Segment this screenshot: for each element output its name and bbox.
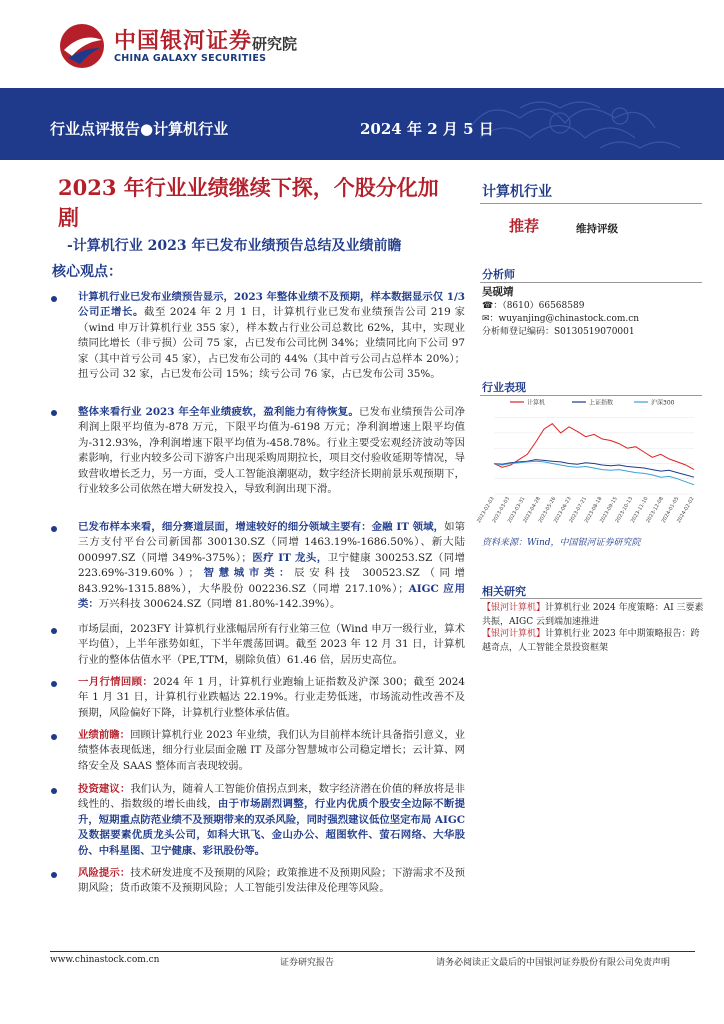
analyst-license: 分析师登记编码：S0130519070001 xyxy=(482,327,635,337)
bullet-body: 2024 年 1 月，计算机行业跑输上证指数及沪深 300；截至 2024 年 1 月 31 日，计算机行业跌幅达 22.19%。行业走势低迷，市场流动性改善不及预期，风险偏好下降，计算机行业整体承估值。 xyxy=(78,676,466,719)
related-heading: 相关研究 xyxy=(482,585,526,598)
report-date: 2024 年 2 月 5 日 xyxy=(360,120,494,138)
analyst-phone: ☎：（8610）66568589 xyxy=(482,301,585,311)
related-report-item[interactable] xyxy=(482,601,704,629)
x-tick-label: 2024-02-02 xyxy=(676,496,696,525)
divider xyxy=(480,203,702,204)
bullet-icon xyxy=(51,410,57,416)
x-tick-label: 2023-08-18 xyxy=(583,496,604,525)
bullet-tail: 由于市场剧烈调整，行业内优质个股安全边际不断提升，短期重点防范业绩不及预期带来的双杀风险，同时强烈建议低位坚定布局 AIGC 及数据要素优质龙头公司，如科大讯飞、金山办公、超图软件、萤石网络、大华股份、中科星图、卫宁健康、彩讯股份等。 xyxy=(78,798,466,857)
bullet-paragraph xyxy=(78,520,465,612)
x-tick-label: 2023-07-21 xyxy=(568,496,589,525)
bullet-body: 技术研发进度不及预期的风险；政策推进不及预期风险；下游需求不及预期风险；货币政策不及预期风险；人工智能引发法律及伦理等风险。 xyxy=(78,867,466,895)
bullet-paragraph xyxy=(78,405,465,497)
bullet-head: 智慧城市类： xyxy=(198,567,295,580)
brand-department: 研究院 xyxy=(252,35,298,53)
bullet-body: 回顾计算机行业 2023 年业绩，我们认为目前样本统计具备指引意义，业绩整体表现低迷，细分行业层面金融 IT 及部分智慧城市公司稳定增长；云计算、网络安全及 SAAS 整体而言表现较弱。 xyxy=(78,729,466,772)
x-tick-label: 2024-01-05 xyxy=(660,496,681,525)
chart-source: 资料来源：Wind，中国银河证券研究院 xyxy=(482,538,641,548)
bullet-body: 卫宁健康 300253.SZ（同增 223.69%-319.60%）； xyxy=(78,551,465,580)
related-text: 计算机行业 2023 年中期策略报告：跨越奇点，人工智能全景投资框架 xyxy=(482,629,700,653)
x-tick-label: 2023-12-08 xyxy=(645,496,665,525)
bullet-head: 投资建议： xyxy=(78,783,131,795)
rating-label: 推荐 xyxy=(509,217,540,235)
bullet-head: 一月行情回顾： xyxy=(78,676,154,688)
series-line xyxy=(494,461,694,485)
x-tick-label: 2023-04-28 xyxy=(522,496,542,525)
bullet-body: 市场层面，2023FY 计算机行业涨幅居所有行业第三位（Wind 申万一级行业，算术平均值），上半年涨势如虹，下半年震荡回调。截至 2023 年 12 月 31 日，计算机行业的整体估值水平（PE,TTM，剔除负值）61.46 倍，居历史高位。 xyxy=(78,623,465,666)
bullet-head: 整体来看行业 2023 年全年业绩疲软，盈利能力有待恢复。 xyxy=(78,406,359,418)
bullet-body: 截至 2024 年 2 月 1 日，计算机行业已发布业绩预告公司 219 家（wind 申万计算机行业 355 家），样本数占行业公司总数比 62%，其中，实现业绩同比增长（非亏损）公司 75 家，占已发布公司比例 34%；业绩同比向下公司 97 家（其中首亏公司 45 家），占已发布公司的 44%（其中首亏公司占总样本 20%）；扭亏公司 32 家，占已发布公司 15%；续亏公司 76 家，占已发布公司 35%。 xyxy=(78,306,465,381)
bullet-head: 医疗 IT 龙头， xyxy=(251,551,328,564)
bullet-body: 万兴科技 300624.SZ（同增 81.80%-142.39%）。 xyxy=(98,598,341,611)
bullet-paragraph xyxy=(78,622,465,668)
bullet-icon xyxy=(51,788,57,794)
bullet-icon xyxy=(51,628,57,634)
bullet-paragraph xyxy=(78,782,465,859)
core-heading: 核心观点： xyxy=(52,264,122,280)
bullet-body: 我们认为，随着人工智能价值拐点到来，数字经济潜在价值的释放将是非线性的、指数级的增长曲线， xyxy=(78,783,466,811)
bullet-icon xyxy=(51,872,57,878)
x-tick-label: 2023-10-13 xyxy=(614,496,635,525)
footer-divider xyxy=(50,951,695,952)
bullet-paragraph xyxy=(78,866,465,897)
bullet-paragraph xyxy=(78,675,465,721)
legend-label: 上证指数 xyxy=(589,399,614,407)
bullet-icon xyxy=(51,526,57,532)
brand-english-name: CHINA GALAXY SECURITIES xyxy=(114,53,267,64)
x-tick-label: 2023-09-15 xyxy=(599,496,619,525)
bullet-head: 风险提示： xyxy=(78,867,131,879)
footer-disclaimer: 请务必阅读正文最后的中国银河证券股份有限公司免责声明 xyxy=(436,958,671,968)
x-tick-label: 2023-03-31 xyxy=(506,496,527,525)
related-report-item[interactable] xyxy=(482,627,704,655)
bullet-icon xyxy=(51,734,57,740)
related-tag: 【银河计算机】 xyxy=(482,603,546,613)
bullet-paragraph xyxy=(78,728,465,774)
bullet-body: 已发布业绩预告公司净利润上限平均值为-878 万元，下限平均值为-6198 万元；净利润增速上限平均值为-312.93%，净利润增速下限平均值为-458.78%。行业主要受宏观经济波动等因素影响，行业内较多公司下游客户出现采购周期拉长，项目交付验收延期等情况，导致营收增长乏力，另一方面，受人工智能浪潮驱动，数字经济长期前景乐观预期下，行业较多公司依然在增大研发投入，导致利润出现下滑。 xyxy=(78,406,465,496)
x-tick-label: 2023-05-26 xyxy=(537,496,558,525)
x-tick-label: 2023-02-03 xyxy=(476,496,496,525)
analyst-heading: 分析师 xyxy=(482,268,515,281)
bullet-paragraph xyxy=(78,290,465,382)
bullet-body: 辰安科技 300523.SZ（同增 843.92%-1315.88%），大华股份 002236.SZ（同增 217.10%）； xyxy=(78,567,465,595)
rating-note: 维持评级 xyxy=(576,223,618,235)
performance-heading: 行业表现 xyxy=(482,381,526,394)
divider xyxy=(480,598,702,599)
galaxy-logo-icon xyxy=(58,22,106,70)
bullet-body: 如第三方支付平台公司新国都 300130.SZ（同增 1463.19%-1686.50%）、新大陆 000997.SZ（同增 349%-375%）； xyxy=(78,521,466,564)
x-tick-label: 2023-03-03 xyxy=(491,496,512,525)
brand-name: 中国银河证券 xyxy=(114,29,253,54)
bullet-icon xyxy=(51,681,57,687)
report-type: 行业点评报告●计算机行业 xyxy=(50,120,229,138)
analyst-name: 吴砚靖 xyxy=(482,286,514,298)
footer-label: 证券研究报告 xyxy=(280,958,335,968)
legend-label: 沪深300 xyxy=(651,399,675,407)
related-tag: 【银河计算机】 xyxy=(482,629,546,639)
footer-url[interactable]: www.chinastock.com.cn xyxy=(50,955,160,965)
bullet-head: 计算机行业已发布业绩预告显示，2023 年整体业绩不及预期，样本数据显示仅 1/3 公司正增长。 xyxy=(78,291,465,319)
legend-label: 计算机 xyxy=(527,399,546,407)
bullet-icon xyxy=(51,296,57,302)
bullet-head: AIGC 应用类： xyxy=(78,582,465,611)
analyst-email[interactable]: ✉：wuyanjing@chinastock.com.cn xyxy=(482,314,640,324)
x-tick-label: 2023-06-23 xyxy=(552,496,573,525)
report-title: 2023 年行业业绩继续下探，个股分化加剧 xyxy=(58,175,439,230)
bullet-head: 已发布样本来看，细分赛道层面，增速较好的细分领域主要有：金融 IT 领域， xyxy=(78,521,445,533)
industry-performance-chart xyxy=(476,394,702,534)
divider xyxy=(480,282,702,283)
related-text: 计算机行业 2024 年度策略：AI 三要素共振，AIGC 云到端加速推进 xyxy=(482,603,704,627)
bullet-head: 业绩前瞻： xyxy=(78,729,131,741)
report-subtitle: -计算机行业 2023 年已发布业绩预告总结及业绩前瞻 xyxy=(67,238,402,254)
industry-label: 计算机行业 xyxy=(482,184,552,200)
x-tick-label: 2023-11-10 xyxy=(629,496,650,525)
